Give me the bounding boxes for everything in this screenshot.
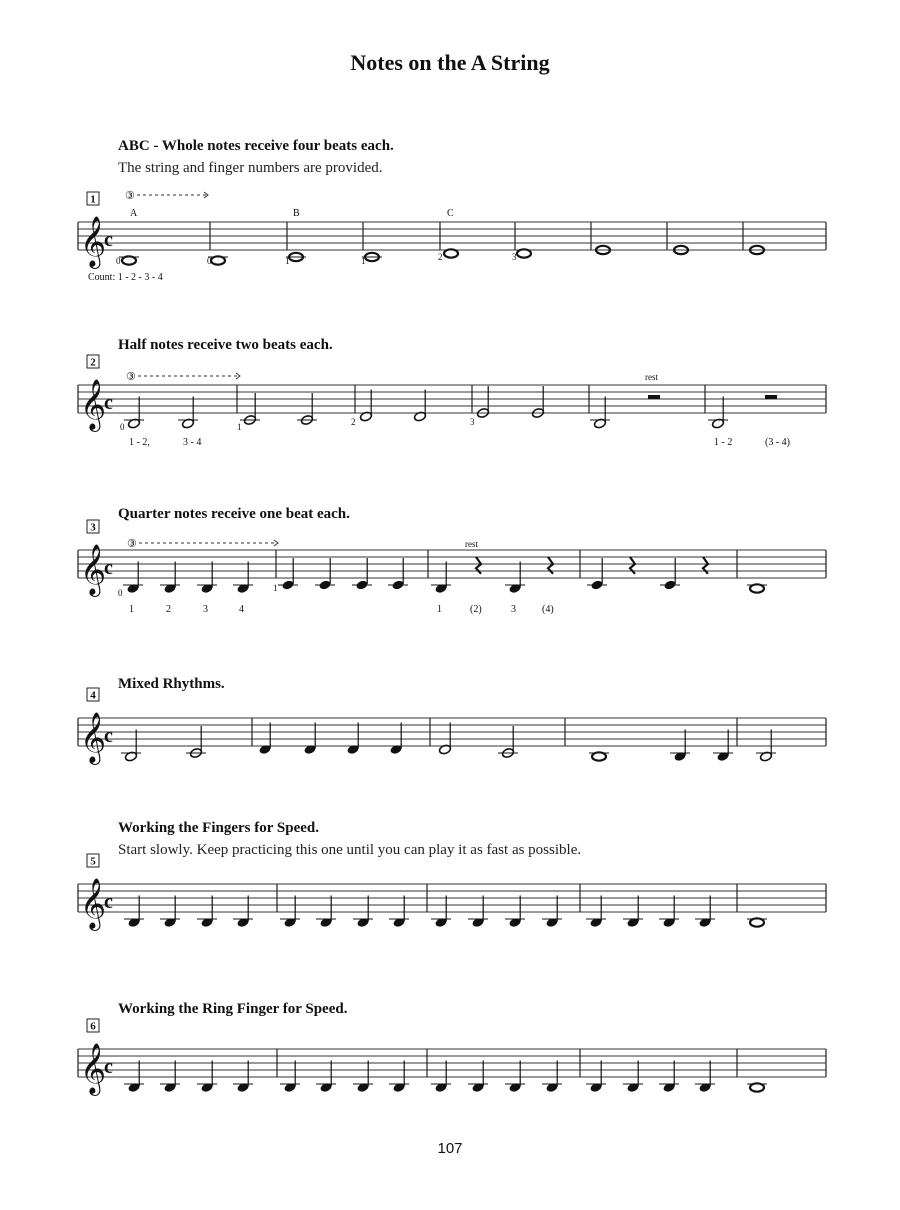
count-label: 2	[166, 604, 171, 615]
finger-number: 0	[207, 256, 212, 266]
finger-number: 1	[285, 256, 290, 266]
string-marker-icon: ③	[126, 371, 136, 383]
count-label: 1 - 2,	[129, 437, 150, 448]
finger-number: 0	[120, 422, 125, 432]
quarter-note	[663, 580, 676, 591]
quarter-note	[318, 580, 331, 591]
time-signature: c	[104, 557, 113, 579]
exercise-4-heading: Mixed Rhythms.	[118, 676, 225, 692]
finger-number: 3	[470, 417, 475, 427]
page-number: 107	[437, 1140, 463, 1157]
whole-note	[750, 584, 764, 592]
quarter-note	[590, 580, 603, 591]
count-label: (4)	[542, 604, 554, 615]
exercise-2-heading: Half notes receive two beats each.	[118, 337, 333, 353]
half-rest	[765, 395, 777, 399]
count-label: 3 - 4	[183, 437, 202, 448]
finger-number: 3	[512, 252, 517, 262]
treble-clef-icon: 𝄞	[80, 217, 107, 266]
whole-note	[211, 256, 225, 264]
whole-note	[517, 249, 531, 257]
count-label: 3	[511, 604, 516, 615]
quarter-note	[391, 580, 404, 591]
page-title: Notes on the A String	[350, 50, 550, 75]
exercise-5-heading: Working the Fingers for Speed.	[118, 820, 319, 836]
finger-number: 1	[361, 256, 366, 266]
exercise-3-heading: Quarter notes receive one beat each.	[118, 506, 350, 522]
rest-label: rest	[645, 372, 658, 382]
treble-clef-icon: 𝄞	[80, 545, 107, 594]
exercise-1-heading: ABC - Whole notes receive four beats each.	[118, 138, 394, 154]
exercise-number: 2	[90, 356, 96, 369]
time-signature: c	[104, 1056, 113, 1078]
half-rest	[648, 395, 660, 399]
quarter-note	[281, 580, 294, 591]
exercise-1-subheading: The string and finger numbers are provided.	[118, 160, 383, 176]
count-label: 1 - 2	[714, 437, 733, 448]
exercise-number: 1	[90, 193, 96, 206]
string-marker-icon: ③	[125, 190, 135, 202]
finger-number: 0	[116, 256, 121, 266]
time-signature: c	[104, 891, 113, 913]
whole-note	[750, 1083, 764, 1091]
rest-label: rest	[465, 539, 478, 549]
finger-number: 1	[237, 422, 242, 432]
count-label: (3 - 4)	[765, 437, 790, 448]
exercise-5-subheading: Start slowly. Keep practicing this one until you can play it as fast as possible.	[118, 842, 582, 858]
count-label: Count: 1 - 2 - 3 - 4	[88, 272, 163, 283]
finger-number: 2	[438, 252, 443, 262]
note-name: A	[130, 208, 138, 219]
time-signature: c	[104, 392, 113, 414]
count-label: 1	[437, 604, 442, 615]
finger-number: 1	[273, 583, 278, 593]
treble-clef-icon: 𝄞	[80, 879, 107, 928]
note-name: B	[293, 208, 300, 219]
whole-note	[750, 918, 764, 926]
count-label: 1	[129, 604, 134, 615]
exercise-number: 3	[90, 521, 96, 534]
whole-note	[122, 256, 136, 264]
quarter-note	[355, 580, 368, 591]
count-label: (2)	[470, 604, 482, 615]
exercise-number: 4	[90, 689, 96, 702]
treble-clef-icon: 𝄞	[80, 713, 107, 762]
finger-number: 2	[351, 417, 356, 427]
exercise-6-heading: Working the Ring Finger for Speed.	[118, 1001, 348, 1017]
whole-note	[444, 249, 458, 257]
treble-clef-icon: 𝄞	[80, 1044, 107, 1093]
note-name: C	[447, 208, 454, 219]
whole-note	[592, 752, 606, 760]
string-marker-icon: ③	[127, 538, 137, 550]
exercise-number: 5	[90, 855, 96, 868]
time-signature: c	[104, 229, 113, 251]
count-label: 3	[203, 604, 208, 615]
finger-number: 0	[118, 588, 123, 598]
treble-clef-icon: 𝄞	[80, 380, 107, 429]
exercise-number: 6	[90, 1020, 96, 1033]
count-label: 4	[239, 604, 244, 615]
time-signature: c	[104, 725, 113, 747]
arrow-icon	[274, 540, 278, 546]
